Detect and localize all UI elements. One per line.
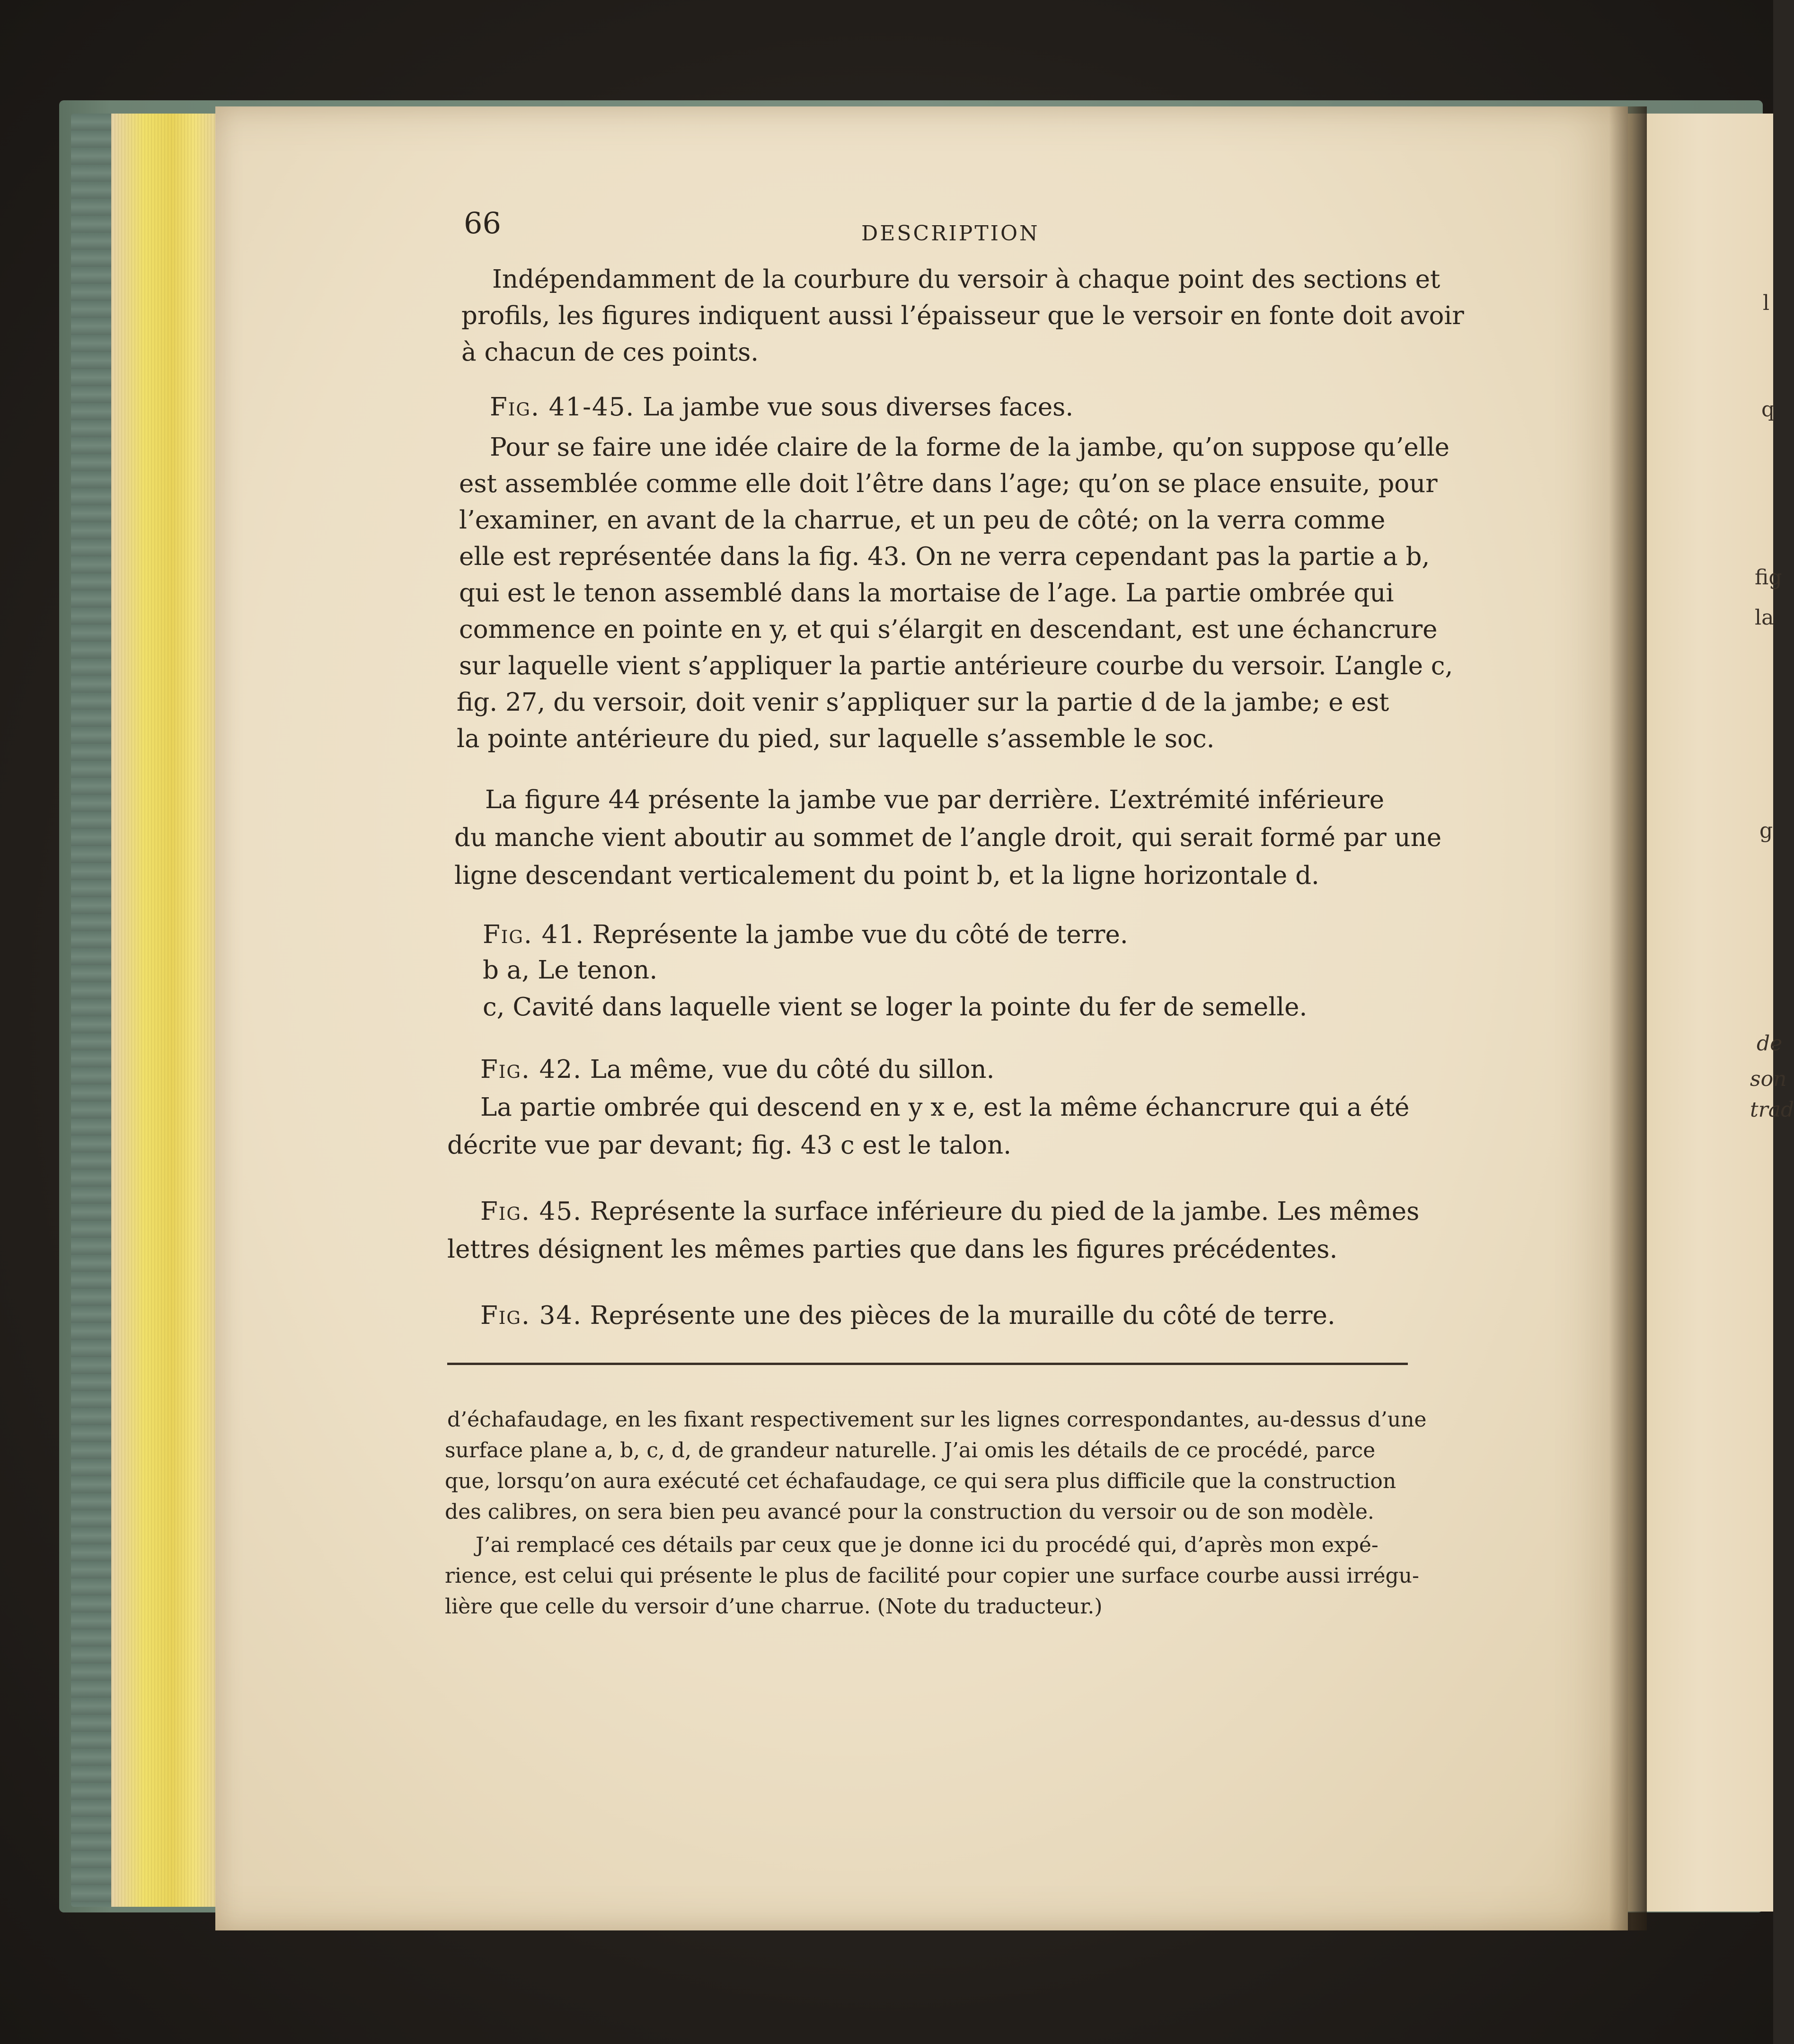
paragraph-line: elle est représentée dans la fig. 43. On ne verra cependant pas la partie a b, — [459, 542, 1430, 571]
figure-caption-text: Représente la surface inférieure du pied de la jambe. Les mêmes — [590, 1197, 1420, 1226]
running-head: DESCRIPTION — [861, 221, 1040, 246]
footnote-separator-rule — [447, 1363, 1408, 1365]
figure-caption-text: La même, vue du côté du sillon. — [590, 1055, 995, 1084]
figure-caption — [483, 920, 1128, 949]
paragraph-line: lettres désignent les mêmes parties que dans les figures précédentes. — [447, 1235, 1338, 1264]
figure-label: Fig. 41-45. — [490, 393, 635, 422]
facing-page-fragment: son — [1750, 1067, 1787, 1091]
page-number: 66 — [464, 206, 501, 240]
figure-caption — [480, 1055, 995, 1084]
figure-caption — [490, 393, 1073, 422]
paragraph-line: la pointe antérieure du pied, sur laquelle s’assemble le soc. — [457, 724, 1215, 753]
figure-label: Fig. 34. — [480, 1301, 582, 1330]
page-gutter-shadow — [1609, 106, 1647, 1930]
paragraph-line: du manche vient aboutir au sommet de l’angle droit, qui serait formé par une — [454, 823, 1442, 852]
paragraph-line: Indépendamment de la courbure du versoir à chaque point des sections et — [492, 265, 1441, 294]
paragraph-line: décrite vue par devant; fig. 43 c est le talon. — [447, 1131, 1012, 1160]
facing-page-fragment: trad — [1750, 1098, 1794, 1122]
figure-caption-text: La jambe vue sous diverses faces. — [643, 393, 1074, 422]
footnote-line: surface plane a, b, c, d, de grandeur naturelle. J’ai omis les détails de ce procédé, parce — [445, 1438, 1376, 1463]
paragraph-line: La partie ombrée qui descend en y x e, est la même échancrure qui a été — [480, 1093, 1410, 1122]
paragraph-line: sur laquelle vient s’appliquer la partie antérieure courbe du versoir. L’angle c, — [459, 652, 1453, 680]
footnote-line: rience, est celui qui présente le plus de facilité pour copier une surface courbe aussi irrégu- — [445, 1564, 1419, 1588]
paragraph-line: La figure 44 présente la jambe vue par derrière. L’extrémité inférieure — [485, 785, 1385, 814]
paragraph-line: commence en pointe en y, et qui s’élargit en descendant, est une échancrure — [459, 615, 1438, 644]
facing-page-edge — [1626, 114, 1773, 1912]
page-stack-edge — [111, 114, 222, 1907]
facing-page-fragment: q — [1761, 397, 1775, 422]
paragraph-line: qui est le tenon assemblé dans la mortaise de l’age. La partie ombrée qui — [459, 579, 1394, 608]
footnote-line: lière que celle du versoir d’une charrue. (Note du traducteur.) — [445, 1595, 1103, 1619]
paragraph-line: profils, les figures indiquent aussi l’épaisseur que le versoir en fonte doit avoir — [461, 301, 1464, 330]
footnote-line: J’ai remplacé ces détails par ceux que je donne ici du procédé qui, d’après mon expé- — [476, 1533, 1379, 1557]
footnote-line: des calibres, on sera bien peu avancé pour la construction du versoir ou de son modèle. — [445, 1500, 1374, 1524]
footnote-line: d’échafaudage, en les fixant respectivement sur les lignes correspondantes, au-dessus d’une — [447, 1408, 1427, 1432]
cover-spine-edge — [71, 114, 114, 1907]
paragraph-line: Pour se faire une idée claire de la forme de la jambe, qu’on suppose qu’elle — [490, 433, 1450, 462]
facing-page-fragment: la — [1755, 606, 1774, 630]
facing-page-fragment: g — [1759, 819, 1773, 843]
figure-label: Fig. 41. — [483, 920, 584, 949]
figure-label: Fig. 45. — [480, 1197, 582, 1226]
paragraph-line: à chacun de ces points. — [461, 338, 759, 367]
figure-caption — [480, 1301, 1335, 1330]
footnote-line: que, lorsqu’on aura exécuté cet échafaudage, ce qui sera plus difficile que la construction — [445, 1469, 1396, 1493]
figure-label: Fig. 42. — [480, 1055, 582, 1084]
figure-legend-item: c, Cavité dans laquelle vient se loger la pointe du fer de semelle. — [483, 993, 1308, 1022]
facing-page-fragment: de — [1757, 1031, 1783, 1056]
figure-caption-text: Représente une des pièces de la muraille du côté de terre. — [590, 1301, 1335, 1330]
paragraph-line: fig. 27, du versoir, doit venir s’appliquer sur la partie d de la jambe; e est — [457, 688, 1389, 717]
paragraph-line: est assemblée comme elle doit l’être dans l’age; qu’on se place ensuite, pour — [459, 469, 1438, 498]
facing-page-fragment: fig — [1755, 565, 1782, 590]
figure-caption-text: Représente la jambe vue du côté de terre. — [592, 920, 1128, 949]
paragraph-line: ligne descendant verticalement du point b, et la ligne horizontale d. — [454, 861, 1319, 890]
paragraph-line: l’examiner, en avant de la charrue, et un peu de côté; on la verra comme — [459, 506, 1386, 535]
facing-page-fragment: l — [1763, 291, 1770, 315]
figure-caption — [480, 1197, 1419, 1226]
figure-legend-item: b a, Le tenon. — [483, 956, 658, 985]
